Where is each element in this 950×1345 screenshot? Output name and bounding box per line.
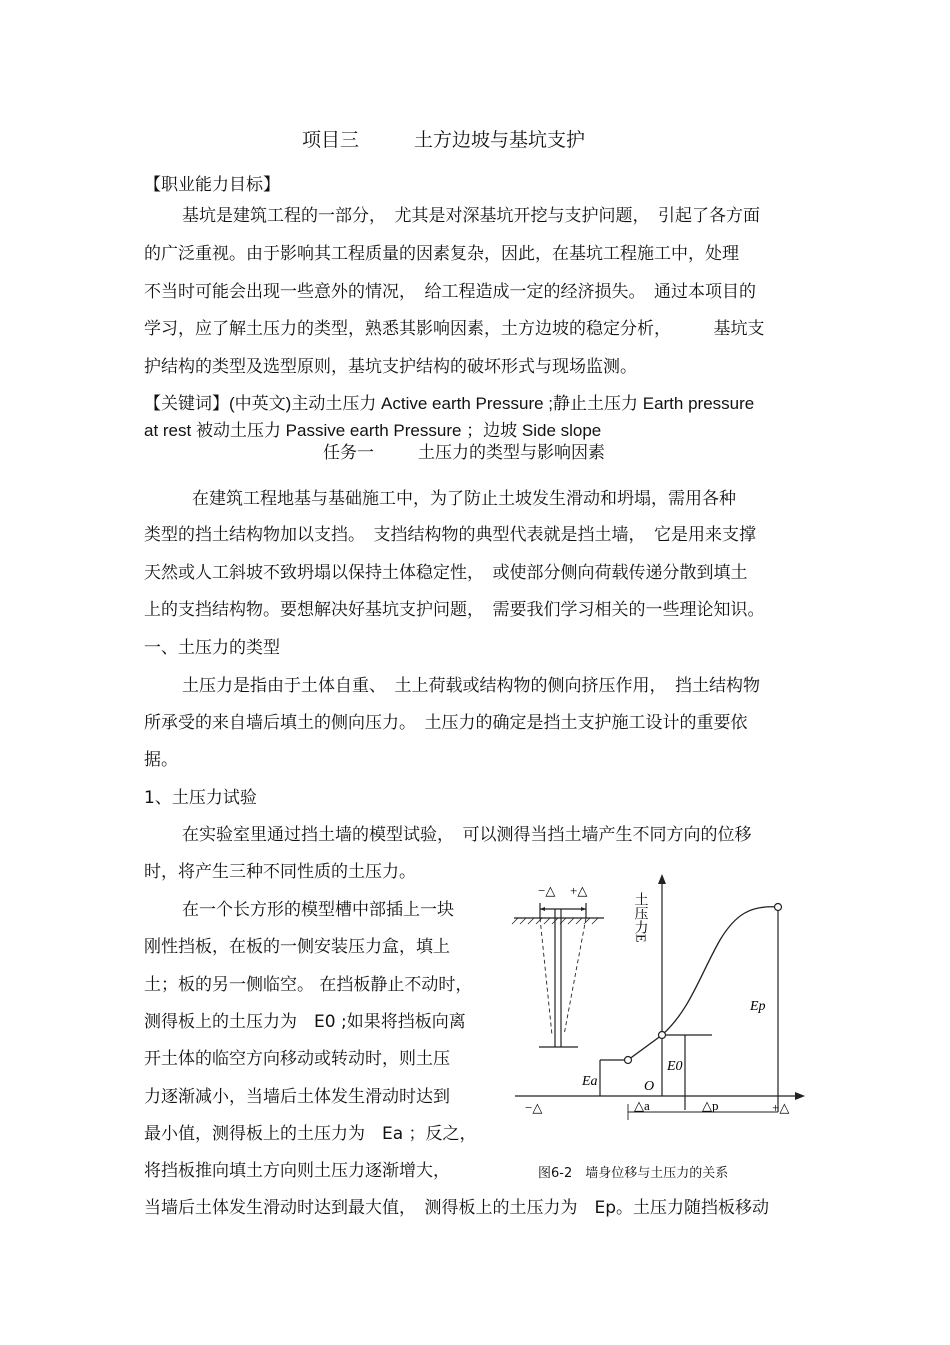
subsection-line: 当墙后土体发生滑动时达到最大值， 测得板上的土压力为 Ep。土压力随挡板移动 bbox=[144, 1198, 770, 1218]
subsection-heading: 1、土压力试验 bbox=[144, 788, 257, 808]
delta-p-label: △p bbox=[702, 1098, 719, 1113]
section-line: 土压力是指由于土体自重、 土上荷载或结构物的侧向挤压作用， 挡土结构物 bbox=[182, 676, 760, 696]
objectives-line: 的广泛重视。由于影响其工程质量的因素复杂，因此，在基坑工程施工中，处理 bbox=[144, 244, 739, 264]
section-line: 据。 bbox=[144, 750, 178, 770]
left-column-line: 刚性挡板，在板的一侧安装压力盒，填上 bbox=[144, 937, 450, 957]
origin-label: O bbox=[644, 1079, 655, 1094]
left-column-line: 力逐渐减小，当墙后土体发生滑动时达到 bbox=[144, 1087, 450, 1107]
task-name: 任务一 bbox=[323, 443, 374, 463]
objectives-line: 护结构的类型及选型原则，基坑支护结构的破坏形式与现场监测。 bbox=[144, 357, 637, 377]
e0-label: E0 bbox=[667, 1059, 683, 1074]
plus-delta-label: +△ bbox=[570, 883, 588, 898]
axis-plus-label: +△ bbox=[772, 1100, 790, 1115]
minus-delta-label: −△ bbox=[538, 883, 556, 898]
keywords-line: 【关键词】(中英文)主动土压力 Active earth Pressure ;静止土压力 Earth pressure bbox=[144, 394, 755, 413]
intro-line: 上的支挡结构物。要想解决好基坑支护问题， 需要我们学习相关的一些理论知识。 bbox=[144, 600, 765, 620]
task-title: 土压力的类型与影响因素 bbox=[418, 443, 605, 463]
figure-wall-displacement-earth-pressure bbox=[505, 870, 810, 1130]
subsection-line: 时，将产生三种不同性质的土压力。 bbox=[144, 862, 416, 882]
objectives-line: 学习，应了解土压力的类型，熟悉其影响因素，土方边坡的稳定分析， 基坑支 bbox=[144, 319, 765, 339]
left-column-line: 土；板的另一侧临空。 在挡板静止不动时， bbox=[144, 975, 473, 995]
project-label: 项目三 bbox=[302, 129, 360, 151]
left-column-line: 在一个长方形的模型槽中部插上一块 bbox=[182, 900, 454, 920]
intro-line: 在建筑工程地基与基础施工中，为了防止土坡发生滑动和坍塌，需用各种 bbox=[192, 489, 736, 509]
left-column-line: 最小值，测得板上的土压力为 Ea ；反之， bbox=[144, 1124, 477, 1144]
intro-line: 类型的挡土结构物加以支挡。 支挡结构物的典型代表就是挡土墙， 它是用来支撑 bbox=[144, 525, 756, 545]
left-column-line: 开土体的临空方向移动或转动时，则土压 bbox=[144, 1049, 450, 1069]
keywords-line: at rest 被动土压力 Passive earth Pressure ；边坡 Side slope bbox=[144, 421, 602, 440]
left-column-line: 测得板上的土压力为 E0 ;如果将挡板向离 bbox=[144, 1012, 466, 1032]
axis-minus-label: −△ bbox=[525, 1100, 543, 1115]
left-column-line: 将挡板推向填土方向则土压力逐渐增大， bbox=[144, 1161, 450, 1181]
page-title: 土方边坡与基坑支护 bbox=[414, 129, 586, 151]
figure-caption: 图6-2 墙身位移与土压力的关系 bbox=[538, 1166, 729, 1181]
y-axis-label: 土压力E bbox=[632, 892, 648, 943]
section-heading: 一、土压力的类型 bbox=[144, 638, 280, 658]
intro-line: 天然或人工斜坡不致坍塌以保持土体稳定性， 或使部分侧向荷载传递分散到填土 bbox=[144, 563, 748, 583]
objectives-line: 基坑是建筑工程的一部分， 尤其是对深基坑开挖与支护问题， 引起了各方面 bbox=[182, 206, 760, 226]
objectives-line: 不当时可能会出现一些意外的情况， 给工程造成一定的经济损失。 通过本项目的 bbox=[144, 282, 756, 302]
section-line: 所承受的来自墙后填土的侧向压力。 土压力的确定是挡土支护施工设计的重要依 bbox=[144, 713, 748, 733]
subsection-line: 在实验室里通过挡土墙的模型试验， 可以测得当挡土墙产生不同方向的位移 bbox=[182, 825, 752, 845]
objectives-heading: 【职业能力目标】 bbox=[144, 175, 280, 195]
ea-label: Ea bbox=[582, 1074, 598, 1089]
delta-a-label: △a bbox=[634, 1098, 650, 1113]
ep-label: Ep bbox=[750, 999, 766, 1014]
